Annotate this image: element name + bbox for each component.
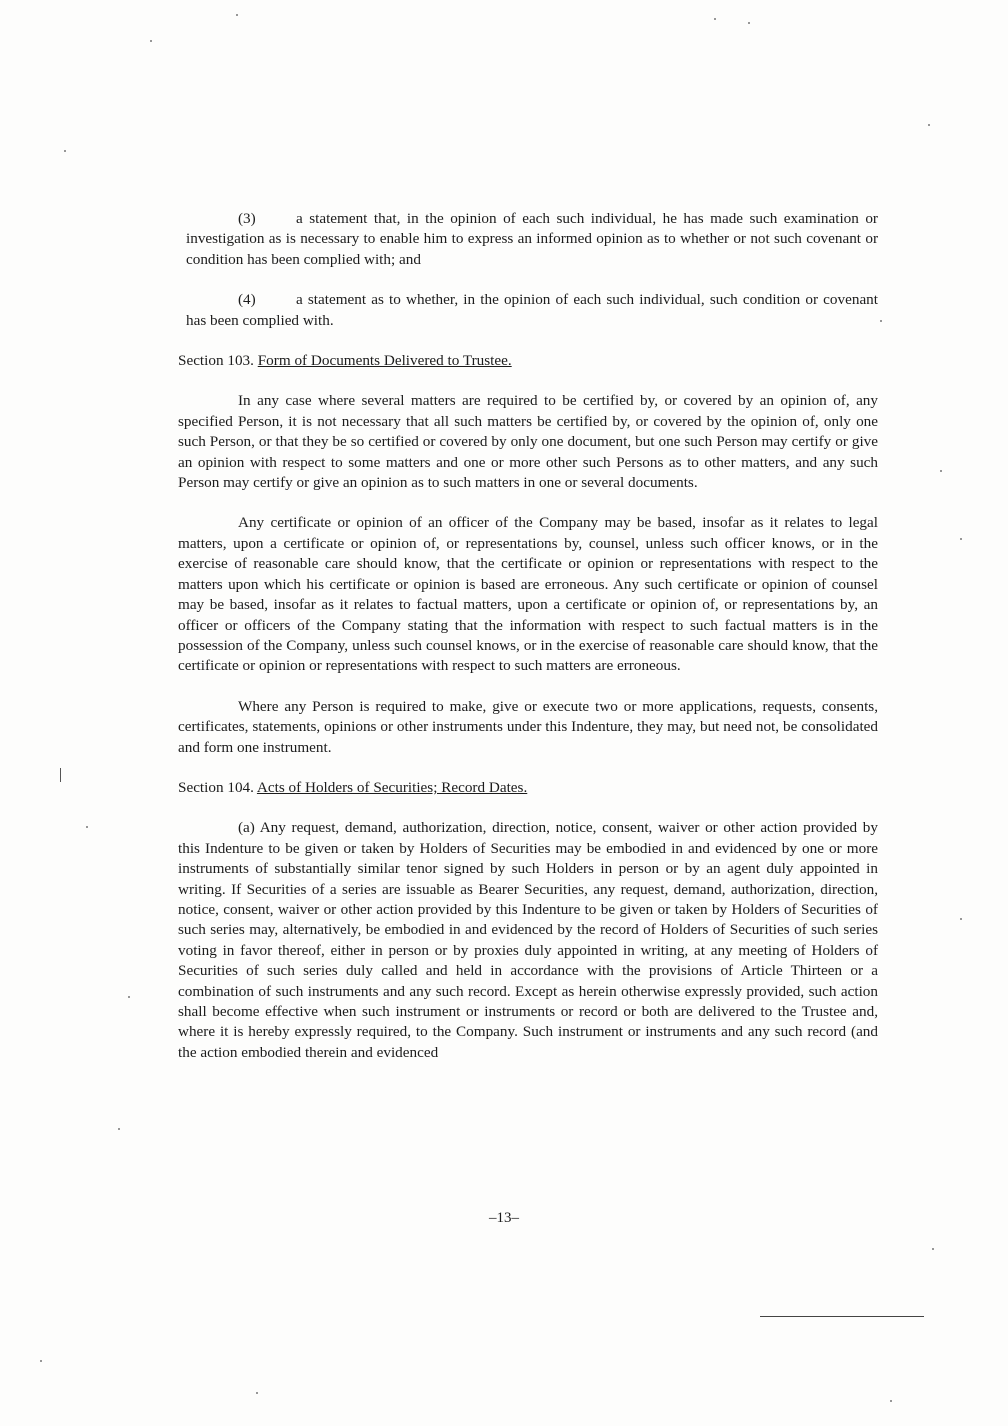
paragraph: Any certificate or opinion of an officer of the Company may be based, insofar as it relates to legal matters, upon a certificate or opinion of, or representations by, counsel, unless such officer knows, or in the exercise of reasonable care should know, that the certificate or opinion or representations with respect to the matters upon which his certificate or opinion is based are erroneous. Any such certificate or opinion of counsel may be based, insofar as it relates to factual matters, upon a certificate or opinion of, or representations by, an officer or officers of the Company stating that the information with respect to such factual matters is in the possession of the Company, unless such counsel knows, or in the exercise of reasonable care should know, that the certificate or opinion or representations with respect to such matters are erroneous. — [178, 514, 878, 675]
item-number: (3) — [238, 210, 256, 227]
list-item — [186, 290, 878, 331]
scan-speck — [928, 124, 930, 126]
section-title: Acts of Holders of Securities; Record Dates. — [256, 778, 528, 796]
scan-speck — [64, 150, 66, 152]
footer-rule — [760, 1316, 924, 1317]
paragraph: Where any Person is required to make, give or execute two or more applications, requests, consents, certificates, statements, opinions or other instruments under this Indenture, they may, but need not, be consolidated and form one instrument. — [178, 697, 878, 756]
scan-speck — [890, 1400, 892, 1402]
scan-speck — [880, 320, 882, 322]
scan-speck — [932, 1248, 934, 1250]
scan-speck — [940, 470, 942, 472]
margin-mark — [60, 768, 61, 782]
scan-speck — [128, 996, 130, 998]
section-label: Section 104. — [178, 778, 254, 796]
scan-speck — [236, 14, 238, 16]
scan-speck — [86, 826, 88, 828]
document-body — [178, 209, 878, 1083]
scan-speck — [714, 18, 716, 20]
scan-speck — [40, 1360, 42, 1362]
scan-speck — [960, 538, 962, 540]
paragraph: In any case where several matters are required to be certified by, or covered by an opinion of, any specified Person, it is not necessary that all such matters be certified by, or covered by the opinion of, only one such Person, or that they be so certified or covered by only one document, but one such Person may certify or give an opinion with respect to some matters and one or more other such Persons as to other matters, and any such Person may certify or give an opinion as to such matters in one or several documents. — [178, 392, 878, 492]
scan-speck — [118, 1128, 120, 1130]
section-label: Section 103. — [178, 352, 254, 370]
item-number: (4) — [238, 291, 256, 309]
scan-speck — [256, 1392, 258, 1394]
list-item — [186, 209, 878, 270]
section-title: Form of Documents Delivered to Trustee. — [257, 352, 512, 370]
section-heading — [178, 778, 878, 798]
scan-speck — [748, 22, 750, 24]
item-text: a statement as to whether, in the opinion of each such individual, such condition or covenant has been complied with. — [186, 291, 878, 329]
scan-speck — [150, 40, 152, 42]
scan-speck — [960, 918, 962, 920]
page-number: –13– — [489, 1210, 519, 1226]
paragraph: (a) Any request, demand, authorization, direction, notice, consent, waiver or other action provided by this Indenture to be given or taken by Holders of Securities may be embodied in and evidenced by one or more instruments of substantially similar tenor signed by such Holders in person or by an agent duly appointed in writing. If Securities of a series are issuable as Bearer Securities, any request, demand, authorization, direction, notice, consent, waiver or other action provided by this Indenture to be given or taken by Holders of Securities of such series may, alternatively, be embodied in and evidenced by the record of Holders of Securities of such series voting in favor thereof, either in person or by proxies duly appointed in writing, at any meeting of Holders of Securities of such series duly called and held in accordance with the provisions of Article Thirteen or a combination of such instruments and any such record. Except as herein otherwise expressly provided, such action shall become effective when such instrument or instruments or record or both are delivered to the Trustee and, where it is hereby expressly required, to the Company. Such instrument or instruments and any such record (and the action embodied therein and evidenced — [178, 819, 878, 1061]
item-text: a statement that, in the opinion of each such individual, he has made such examination or investigation as is necessary to enable him to express an informed opinion as to whether or not such covenant or condition has been complied with; and — [186, 210, 878, 268]
section-heading — [178, 351, 878, 371]
